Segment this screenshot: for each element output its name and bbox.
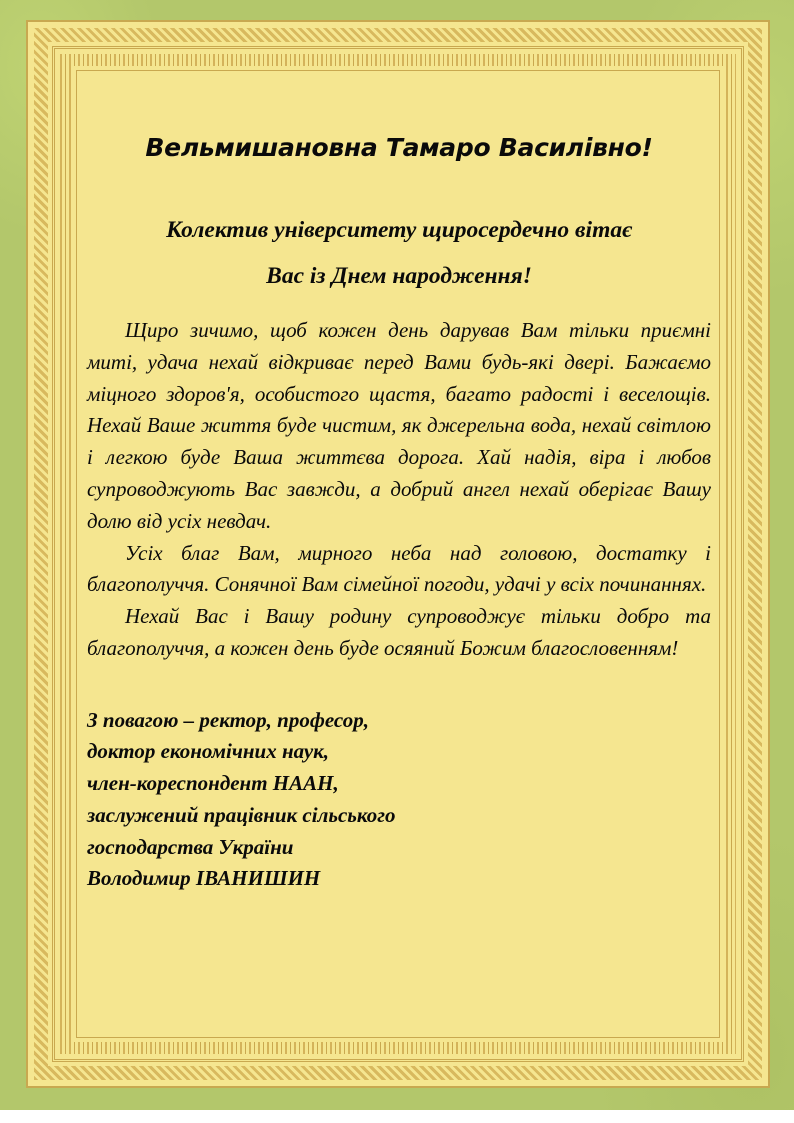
letter-content [87, 125, 711, 895]
congratulation-heading-line-2: Вас із Днем народження! [266, 263, 532, 289]
signature-line-5: господарства України [87, 834, 294, 859]
signature-line-4: заслужений працівник сільського [87, 802, 396, 827]
signature-line-2: доктор економічних наук, [87, 739, 330, 764]
greeting-title: Вельмишановна Тамаро Василівно! [145, 133, 653, 162]
congratulation-heading [87, 207, 711, 299]
signature-line-1: З повагою – ректор, професор, [87, 707, 369, 732]
wishes-paragraph-1: Щиро зичимо, щоб кожен день дарував Вам тільки приємні миті, удача нехай відкриває перед Вами будь-які двері. Бажаємо міцного здоров'я, особистого щастя, багато радості і веселощів. Нехай Ваше життя буде чистим, як джерельна вода, нехай світлою і легкою буде Ваша життєва дорога. Хай надія, віра і любов супроводжують Вас завжди, а добрий ангел нехай оберігає Вашу долю від усіх невдач. [87, 318, 711, 533]
wishes-paragraph-3: Нехай Вас і Вашу родину супроводжує тільки добро та благополуччя, а кожен день буде осяяний Божим благословенням! [87, 604, 711, 660]
signature-block [87, 705, 711, 895]
signature-name: Володимир ІВАНИШИН [87, 866, 321, 891]
letter-body [87, 315, 711, 665]
signature-line-3: член-кореспондент НААН, [87, 771, 339, 796]
congratulation-heading-line-1: Колектив університету щиросердечно вітає [166, 217, 632, 243]
wishes-paragraph-2: Усіх благ Вам, мирного неба над головою, достатку і благополуччя. Сонячної Вам сімейної погоди, удачі у всіх починаннях. [87, 540, 711, 597]
